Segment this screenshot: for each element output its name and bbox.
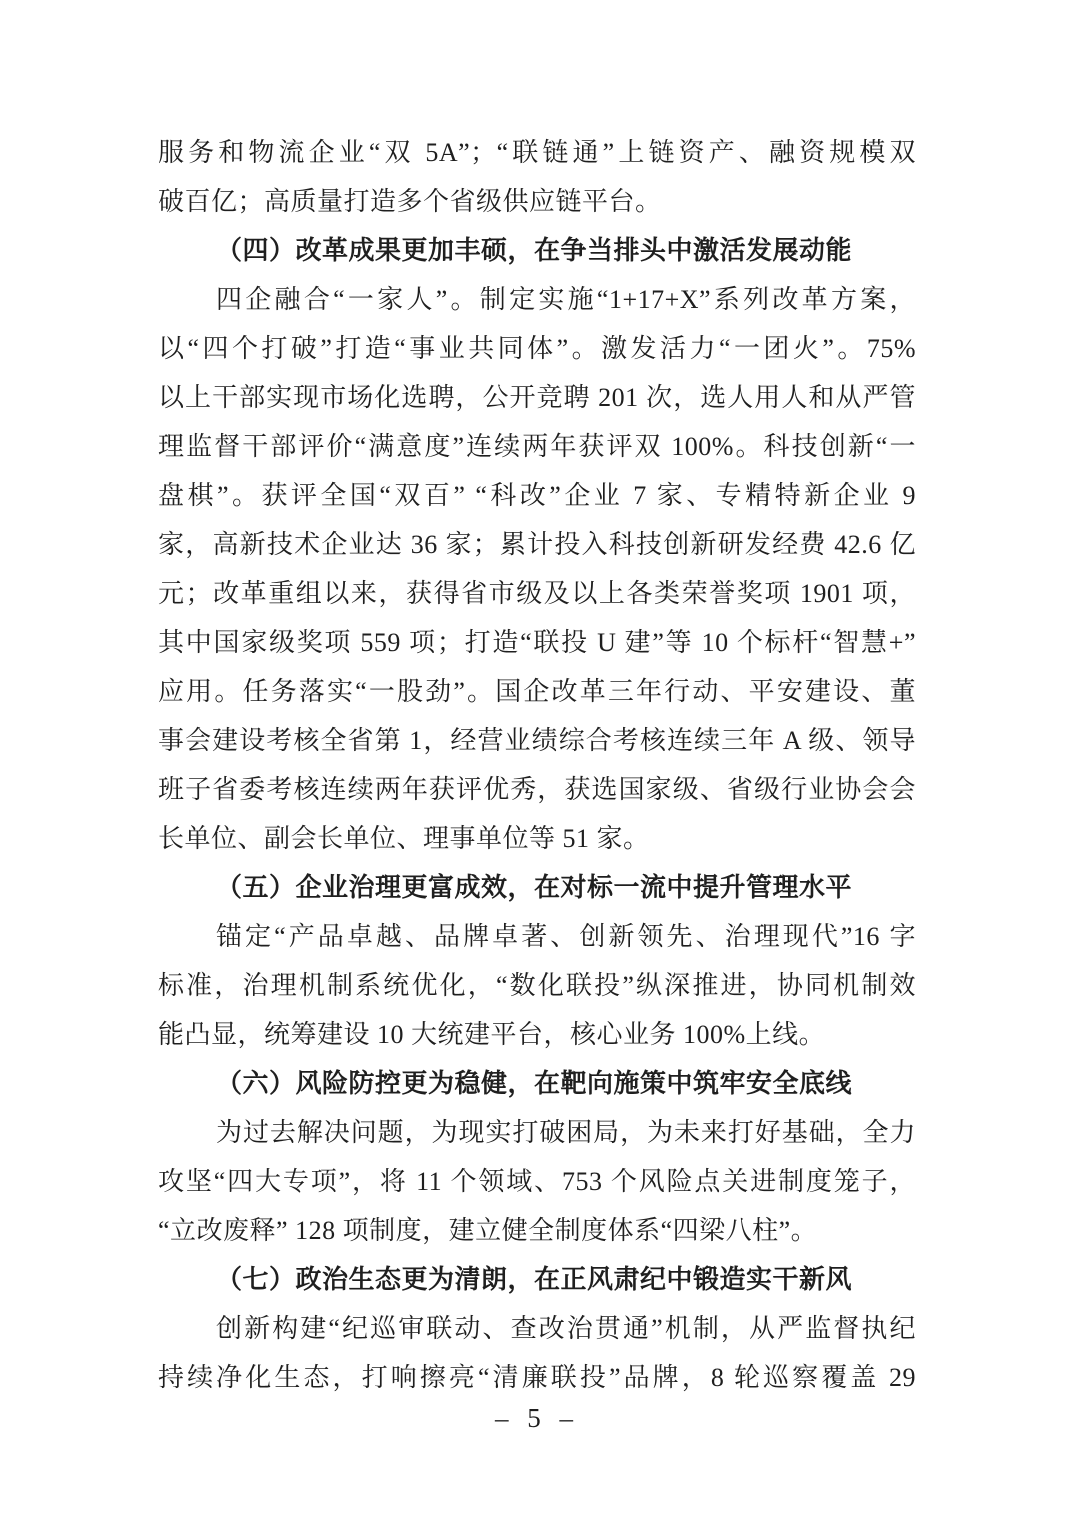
- text-line: 长单位、副会长单位、理事单位等 51 家。: [158, 824, 650, 853]
- text-line: 四企融合“一家人”。制定实施“1+17+X”系列改革方案，: [216, 285, 916, 314]
- text-line: 标准，治理机制系统优化，“数化联投”纵深推进，协同机制效: [158, 971, 916, 1000]
- text-line: 破百亿；高质量打造多个省级供应链平台。: [158, 187, 662, 216]
- text-line: （七）政治生态更为清朗，在正风肃纪中锻造实干新风: [216, 1265, 853, 1294]
- section-heading: [158, 226, 916, 275]
- text-line: （六）风险防控更为稳健，在靶向施策中筑牢安全底线: [216, 1069, 853, 1098]
- text-line: 应用。任务落实“一股劲”。国企改革三年行动、平安建设、董: [158, 677, 916, 706]
- paragraph: [158, 1108, 916, 1255]
- text-block: [158, 128, 916, 1402]
- text-line: 家，高新技术企业达 36 家；累计投入科技创新研发经费 42.6 亿: [158, 530, 916, 559]
- text-line: 持续净化生态，打响擦亮“清廉联投”品牌，8 轮巡察覆盖 29: [158, 1363, 916, 1392]
- text-line: 创新构建“纪巡审联动、查改治贯通”机制，从严监督执纪: [216, 1314, 916, 1343]
- text-line: 以“四个打破”打造“事业共同体”。激发活力“一团火”。75%: [158, 334, 916, 363]
- paragraph: [158, 275, 916, 863]
- text-line: （四）改革成果更加丰硕，在争当排头中激活发展动能: [216, 236, 853, 265]
- text-line: 能凸显，统筹建设 10 大统建平台，核心业务 100%上线。: [158, 1020, 826, 1049]
- text-line: 为过去解决问题，为现实打破困局，为未来打好基础，全力: [216, 1118, 916, 1147]
- section-heading: [158, 863, 916, 912]
- text-line: 班子省委考核连续两年获评优秀，获选国家级、省级行业协会会: [158, 775, 916, 804]
- paragraph: [158, 128, 916, 226]
- text-line: 锚定“产品卓越、品牌卓著、创新领先、治理现代”16 字: [216, 922, 916, 951]
- text-line: 攻坚“四大专项”，将 11 个领域、753 个风险点关进制度笼子，: [158, 1167, 916, 1196]
- text-line: 服务和物流企业“双 5A”；“联链通”上链资产、融资规模双: [158, 138, 916, 167]
- text-line: 理监督干部评价“满意度”连续两年获评双 100%。科技创新“一: [158, 432, 916, 461]
- text-line: 事会建设考核全省第 1，经营业绩综合考核连续三年 A 级、领导: [158, 726, 916, 755]
- section-heading: [158, 1059, 916, 1108]
- text-line: 盘棋”。获评全国“双百” “科改”企业 7 家、专精特新企业 9: [158, 481, 916, 510]
- paragraph: [158, 912, 916, 1059]
- text-line: （五）企业治理更富成效，在对标一流中提升管理水平: [216, 873, 853, 902]
- text-line: 以上干部实现市场化选聘，公开竞聘 201 次，选人用人和从严管: [158, 383, 916, 412]
- section-heading: [158, 1255, 916, 1304]
- page-footer: [0, 1403, 1074, 1434]
- paragraph: [158, 1304, 916, 1402]
- text-line: “立改废释” 128 项制度，建立健全制度体系“四梁八柱”。: [158, 1216, 818, 1245]
- text-line: 其中国家级奖项 559 项；打造“联投 U 建”等 10 个标杆“智慧+”: [158, 628, 916, 657]
- text-line: 元；改革重组以来，获得省市级及以上各类荣誉奖项 1901 项，: [158, 579, 916, 608]
- page-number: – 5 –: [495, 1403, 579, 1433]
